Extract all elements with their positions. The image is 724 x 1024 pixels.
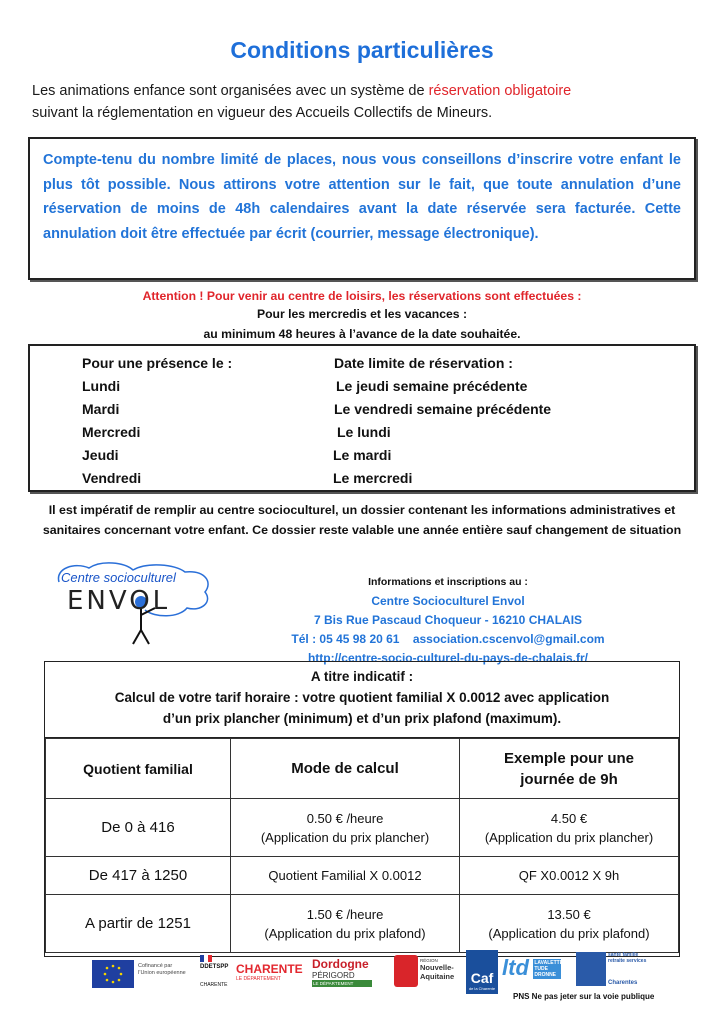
contact-name: Centre Socioculturel Envol — [371, 594, 525, 608]
cell-example-line: (Application du prix plancher) — [484, 829, 654, 845]
row-day: Vendredi — [82, 470, 142, 486]
table-header-row — [46, 739, 679, 799]
page-title: Conditions particulières — [230, 37, 494, 63]
charente-label: CHARENTE — [236, 962, 303, 976]
contact-label: Informations et inscriptions au : — [368, 576, 528, 588]
row-deadline: Le vendredi semaine précédente — [334, 401, 552, 417]
notice-text: Compte-tenu du nombre limité de places, nous vous conseillons d’inscrire votre enfant le plus tôt possible. Nous attirons votre attention sur le fait, que toute annulation d’une réservation de moins de 48h calendaires avant la date réservée sera facturée. Cette annulation doit être effectuée par écrit (courrier, message électronique). — [43, 152, 681, 242]
caf-label: Caf — [470, 970, 494, 986]
intro-highlight: réservation obligatoire — [428, 83, 572, 99]
intro-after: suivant la réglementation en vigueur des Accueils Collectifs de Mineurs. — [32, 105, 493, 121]
french-flag-icon — [200, 955, 212, 962]
tarif-header — [45, 662, 679, 738]
attention-delay: au minimum 48 heures à l’avance de la date souhaitée. — [203, 327, 521, 341]
region-lion-icon — [394, 955, 418, 987]
tarif-line1: Calcul de votre tarif horaire : votre quotient familial X 0.0012 avec application — [114, 690, 610, 705]
table-row — [46, 857, 679, 895]
envol-logo — [55, 560, 215, 650]
logo-line1: Centre socioculturel — [61, 570, 176, 585]
column-header-text: Exemple pour une journée de 9h — [503, 749, 635, 788]
row-deadline: Le lundi — [337, 424, 391, 440]
cell-example-line: 4.50 € — [550, 810, 588, 826]
ddetspp-logo — [200, 955, 234, 991]
ltd-logo — [502, 955, 570, 981]
cell-qf: A partir de 1251 — [46, 895, 231, 953]
row-deadline: Le jeudi semaine précédente — [336, 378, 528, 394]
msa-bottom: des Charentes — [596, 980, 638, 986]
intro-text — [32, 80, 692, 124]
cell-example — [460, 799, 679, 857]
column-header — [460, 739, 679, 799]
cell-example — [460, 857, 679, 895]
cell-mode — [231, 895, 460, 953]
region-pre: RÉGION — [420, 958, 438, 963]
region-label: Nouvelle-Aquitaine — [420, 963, 455, 981]
caf-sub: de la Charente — [468, 986, 496, 991]
header-day: Pour une présence le : — [82, 355, 233, 371]
cell-mode-line: (Application du prix plancher) — [260, 829, 430, 845]
cell-mode-line: (Application du prix plafond) — [264, 925, 426, 941]
cell-example — [460, 895, 679, 953]
cell-mode — [231, 857, 460, 895]
charente-logo — [236, 962, 304, 982]
notice-box — [28, 137, 696, 280]
table-row — [46, 799, 679, 857]
contact-phone: Tél : 05 45 98 20 61 — [291, 632, 400, 646]
perigord-label: PÉRIGORD — [312, 971, 355, 980]
cell-qf: De 417 à 1250 — [46, 857, 231, 895]
contact-phone-email — [228, 630, 668, 649]
charente-sub: LE DÉPARTEMENT — [236, 976, 281, 982]
intro-before: Les animations enfance sont organisées avec un système de — [32, 83, 429, 99]
column-header: Quotient familial — [46, 739, 231, 799]
dordogne-sub: LE DÉPARTEMENT — [312, 980, 372, 987]
attention-line: Attention ! Pour venir au centre de loisirs, les réservations sont effectuées : — [142, 289, 582, 303]
tarif-table — [45, 738, 679, 953]
row-deadline: Le mercredi — [333, 470, 413, 486]
eu-stars-icon — [92, 960, 134, 988]
cell-example-line: (Application du prix plafond) — [488, 925, 650, 941]
imperative-text: Il est impératif de remplir au centre socioculturel, un dossier contenant les informations administratives et sanitaires concernant votre enfant. Ce dossier reste valable une année entière sauf changement de situation — [42, 503, 682, 537]
dordogne-logo — [312, 957, 384, 987]
eu-caption: Cofinancé par l’Union européenne — [138, 963, 186, 976]
row-day: Mercredi — [82, 424, 141, 440]
cell-qf: De 0 à 416 — [46, 799, 231, 857]
header-deadline: Date limite de réservation : — [334, 355, 513, 371]
contact-email[interactable]: association.cscenvol@gmail.com — [412, 632, 605, 646]
contact-block — [228, 573, 668, 668]
ltd-label: ltd — [502, 955, 529, 980]
cell-example-line: 13.50 € — [547, 906, 591, 922]
row-deadline: Le mardi — [333, 447, 392, 463]
contact-address: 7 Bis Rue Pascaud Choqueur - 16210 CHALAIS — [313, 613, 583, 627]
contact-url[interactable]: http://centre-socio-culturel-du-pays-de-chalais.fr/ — [307, 651, 589, 665]
cell-example-line: QF X0.0012 X 9h — [518, 868, 620, 883]
table-row — [46, 895, 679, 953]
caf-logo — [466, 950, 498, 994]
ddetspp-label: DDETSPP — [200, 964, 229, 970]
region-logo — [420, 958, 464, 981]
eu-flag-icon — [92, 960, 134, 988]
dordogne-label: Dordogne — [312, 957, 369, 971]
cell-mode — [231, 799, 460, 857]
tarif-box — [44, 661, 680, 957]
reservation-box — [28, 344, 696, 492]
column-header: Mode de calcul — [231, 739, 460, 799]
logo-line2: ENVOL — [67, 586, 171, 616]
ddetspp-sub: CHARENTE — [200, 982, 228, 988]
cell-mode-line: 0.50 € /heure — [306, 810, 384, 826]
cell-mode-line: Quotient Familial X 0.0012 — [268, 868, 422, 883]
tarif-heading: A titre indicatif : — [310, 669, 414, 684]
tarif-line2: d’un prix plancher (minimum) et d’un prix plafond (maximum). — [162, 711, 562, 726]
cell-mode-line: 1.50 € /heure — [306, 906, 384, 922]
ltd-sub: LAVALETTE TUDE DRONNE — [534, 960, 564, 978]
attention-subline: Pour les mercredis et les vacances : — [256, 307, 467, 321]
row-day: Jeudi — [82, 447, 119, 463]
pns-notice: PNS Ne pas jeter sur la voie publique — [513, 992, 655, 1001]
row-day: Mardi — [82, 401, 120, 417]
row-day: Lundi — [82, 378, 121, 394]
msa-sub: santé famille retraite services — [608, 952, 647, 964]
